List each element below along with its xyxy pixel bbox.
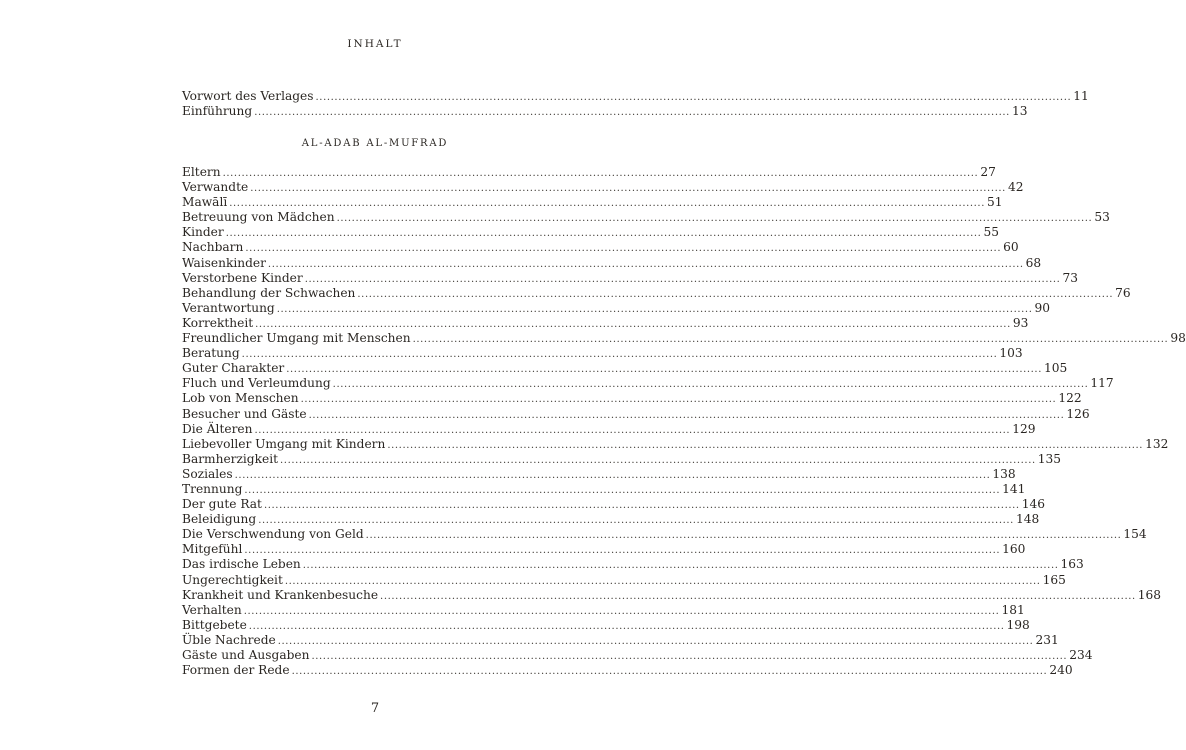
toc-entry (182, 331, 1186, 346)
toc-entry-title: Waisenkinder (182, 255, 266, 270)
toc-entry-page: 90 (1034, 300, 1050, 315)
dot-leader: ........................................................................................................................................................................................................ (254, 424, 1011, 436)
toc-entry (182, 210, 1110, 225)
toc-entry-page: 122 (1058, 391, 1082, 406)
toc-entry-page: 160 (1002, 542, 1026, 557)
dot-leader: ........................................................................................................................................................................................................ (244, 545, 1001, 557)
toc-entry-title: Das irdische Leben (182, 557, 301, 572)
toc-entry-title: Freundlicher Umgang mit Menschen (182, 331, 411, 346)
toc-entry (182, 512, 1040, 527)
toc-entry-page: 148 (1015, 512, 1040, 527)
dot-leader: ........................................................................................................................................................................................................ (380, 590, 1136, 602)
toc-entry-title: Die Verschwendung von Geld (182, 527, 364, 542)
dot-leader: ........................................................................................................................................................................................................ (258, 515, 1014, 527)
toc-entry-page: 135 (1037, 451, 1062, 466)
toc-entry-title: Krankheit und Krankenbesuche (182, 587, 379, 602)
toc-entry-page: 138 (992, 466, 1016, 481)
toc-entry-page: 13 (1011, 104, 1028, 119)
dot-leader: ........................................................................................................................................................................................................ (280, 454, 1036, 466)
toc-entry-title: Verantwortung (182, 300, 275, 315)
toc-entry-page: 141 (1002, 481, 1026, 496)
toc-entry (182, 285, 1131, 301)
toc-entry-title: Betreuung von Mädchen (182, 210, 335, 225)
toc-entry-title: Verstorbene Kinder (182, 270, 303, 285)
toc-entry-page: 73 (1062, 270, 1078, 285)
toc-entry-page: 68 (1025, 255, 1042, 270)
dot-leader: ........................................................................................................................................................................................................ (225, 228, 982, 240)
toc-entry-page: 154 (1123, 527, 1147, 542)
toc-entry (182, 270, 1078, 286)
toc-entry-page: 240 (1049, 663, 1073, 678)
toc-entry-title: Behandlung der Schwachen (182, 285, 356, 300)
toc-entry (182, 617, 1030, 633)
toc-entry-title: Bittgebete (182, 617, 247, 632)
dot-leader: ........................................................................................................................................................................................................ (263, 500, 1020, 512)
toc-entry-title: Beratung (182, 346, 240, 361)
toc-entry (182, 89, 1089, 104)
toc-entry (182, 663, 1073, 678)
toc-entry-title: Korrektheit (182, 315, 254, 330)
toc-entry-title: Kinder (182, 225, 224, 240)
dot-leader: ........................................................................................................................................................................................................ (248, 620, 1005, 632)
toc-entry-page: 129 (1012, 421, 1036, 436)
toc-entry-title: Gäste und Ausgaben (182, 648, 310, 662)
toc-entry-title: Verhalten (182, 602, 242, 617)
toc-entry (182, 361, 1068, 376)
toc-entry-title: Die Älteren (182, 421, 253, 436)
toc-entry (182, 497, 1045, 512)
toc-entry-page: 168 (1137, 587, 1162, 602)
toc-entry-title: Guter Charakter (182, 361, 285, 376)
toc-entry-title: Eltern (182, 165, 221, 179)
toc-entry-page: 42 (1007, 180, 1024, 195)
dot-leader: ........................................................................................................................................................................................................ (254, 107, 1010, 119)
toc-entry-page: 198 (1006, 617, 1030, 632)
toc-entry (182, 451, 1062, 467)
dot-leader: ........................................................................................................................................................................................................ (241, 349, 998, 361)
toc-entry (182, 180, 1024, 195)
front-matter-list (182, 89, 1089, 119)
toc-entry-page: 105 (1044, 361, 1068, 376)
toc-entry-title: Fluch und Verleumdung (182, 376, 331, 391)
toc-entry (182, 602, 1025, 618)
toc-entry-page: 165 (1042, 572, 1066, 587)
dot-leader: ........................................................................................................................................................................................................ (244, 484, 1001, 496)
toc-entry (182, 300, 1050, 316)
toc-entry-title: Der gute Rat (182, 497, 262, 512)
toc-entry-page: 234 (1069, 648, 1093, 662)
dot-leader: ........................................................................................................................................................................................................ (365, 530, 1122, 542)
toc-entry-page: 146 (1021, 497, 1045, 512)
dot-leader: ........................................................................................................................................................................................................ (315, 92, 1072, 103)
toc-entry (182, 466, 1016, 482)
toc-entry (182, 421, 1036, 437)
toc-entry (182, 104, 1028, 119)
dot-leader: ........................................................................................................................................................................................................ (255, 318, 1011, 330)
toc-entry-page: 11 (1073, 89, 1089, 103)
toc-entry-title: Besucher und Gäste (182, 406, 307, 421)
toc-entry-title: Nachbarn (182, 240, 244, 255)
toc-entry-page: 53 (1094, 210, 1110, 225)
toc-entry-title: Barmherzigkeit (182, 451, 279, 466)
toc-entry (182, 572, 1066, 588)
dot-leader: ........................................................................................................................................................................................................ (332, 379, 1089, 391)
toc-entry-title: Verwandte (182, 180, 249, 195)
page-number: 7 (370, 701, 380, 716)
toc-entry (182, 346, 1023, 361)
toc-entry-page: 98 (1170, 331, 1186, 346)
toc-entry (182, 557, 1084, 572)
toc-entry-title: Ungerechtigkeit (182, 572, 283, 587)
toc-entry (182, 436, 1169, 452)
dot-leader: ........................................................................................................................................................................................................ (276, 303, 1033, 315)
toc-entry-page: 117 (1090, 376, 1114, 391)
toc-entry-page: 27 (980, 165, 996, 179)
toc-entry-page: 103 (999, 346, 1023, 361)
toc-entry (182, 195, 1003, 210)
dot-leader: ........................................................................................................................................................................................................ (222, 168, 979, 179)
toc-entry (182, 648, 1093, 663)
toc-entry-page: 231 (1035, 632, 1059, 647)
dot-leader: ........................................................................................................................................................................................................ (302, 560, 1059, 572)
dot-leader: ........................................................................................................................................................................................................ (291, 666, 1048, 678)
toc-entry-title: Soziales (182, 466, 233, 481)
dot-leader: ........................................................................................................................................................................................................ (284, 575, 1041, 587)
dot-leader: ........................................................................................................................................................................................................ (300, 394, 1057, 406)
toc-entry (182, 225, 999, 240)
toc-entry-title: Üble Nachrede (182, 632, 276, 647)
dot-leader: ........................................................................................................................................................................................................ (286, 364, 1042, 376)
toc-entry (182, 240, 1019, 255)
page-header: INHALT (347, 38, 403, 50)
toc-entry (182, 587, 1162, 603)
toc-entry (182, 527, 1147, 542)
dot-leader: ........................................................................................................................................................................................................ (387, 439, 1144, 451)
toc-entry-title: Lob von Menschen (182, 391, 299, 406)
dot-leader: ........................................................................................................................................................................................................ (229, 198, 985, 210)
toc-entry-title: Beleidigung (182, 512, 257, 527)
toc-entry-page: 93 (1012, 315, 1029, 330)
toc-entry-page: 76 (1115, 285, 1131, 300)
toc-entry (182, 391, 1082, 406)
toc-entry-title: Mawālī (182, 195, 228, 210)
dot-leader: ........................................................................................................................................................................................................ (336, 213, 1093, 225)
toc-entry (182, 481, 1026, 497)
toc-entry (182, 542, 1026, 557)
toc-entry-title: Formen der Rede (182, 663, 290, 678)
toc-entry-title: Einführung (182, 104, 253, 119)
toc-entry-page: 60 (1003, 240, 1019, 255)
dot-leader: ........................................................................................................................................................................................................ (243, 605, 1000, 617)
toc-entry-title: Vorwort des Verlages (182, 89, 314, 103)
dot-leader: ........................................................................................................................................................................................................ (311, 651, 1068, 662)
toc-entry-title: Mitgefühl (182, 542, 243, 557)
toc-entry-title: Trennung (182, 481, 243, 496)
toc-entry-page: 126 (1066, 406, 1090, 421)
toc-entry (182, 632, 1059, 648)
dot-leader: ........................................................................................................................................................................................................ (267, 258, 1024, 270)
dot-leader: ........................................................................................................................................................................................................ (412, 334, 1169, 346)
dot-leader: ........................................................................................................................................................................................................ (304, 273, 1061, 285)
toc-entry-page: 181 (1001, 602, 1025, 617)
dot-leader: ........................................................................................................................................................................................................ (234, 469, 991, 481)
toc-entry (182, 255, 1042, 271)
dot-leader: ........................................................................................................................................................................................................ (245, 243, 1002, 255)
toc-entry-title: Liebevoller Umgang mit Kindern (182, 436, 386, 451)
section-title: AL-ADAB AL-MUFRAD (301, 138, 449, 149)
toc-entry (182, 315, 1029, 331)
toc-entry (182, 406, 1090, 422)
toc-entry-page: 132 (1145, 436, 1169, 451)
toc-entry-page: 163 (1060, 557, 1084, 572)
contents-list (182, 165, 1186, 678)
dot-leader: ........................................................................................................................................................................................................ (277, 635, 1034, 647)
toc-entry (182, 165, 996, 180)
toc-entry-page: 51 (987, 195, 1003, 210)
toc-entry-page: 55 (983, 225, 999, 240)
dot-leader: ........................................................................................................................................................................................................ (357, 288, 1114, 300)
dot-leader: ........................................................................................................................................................................................................ (308, 409, 1065, 421)
toc-entry (182, 376, 1114, 391)
dot-leader: ........................................................................................................................................................................................................ (250, 183, 1006, 195)
